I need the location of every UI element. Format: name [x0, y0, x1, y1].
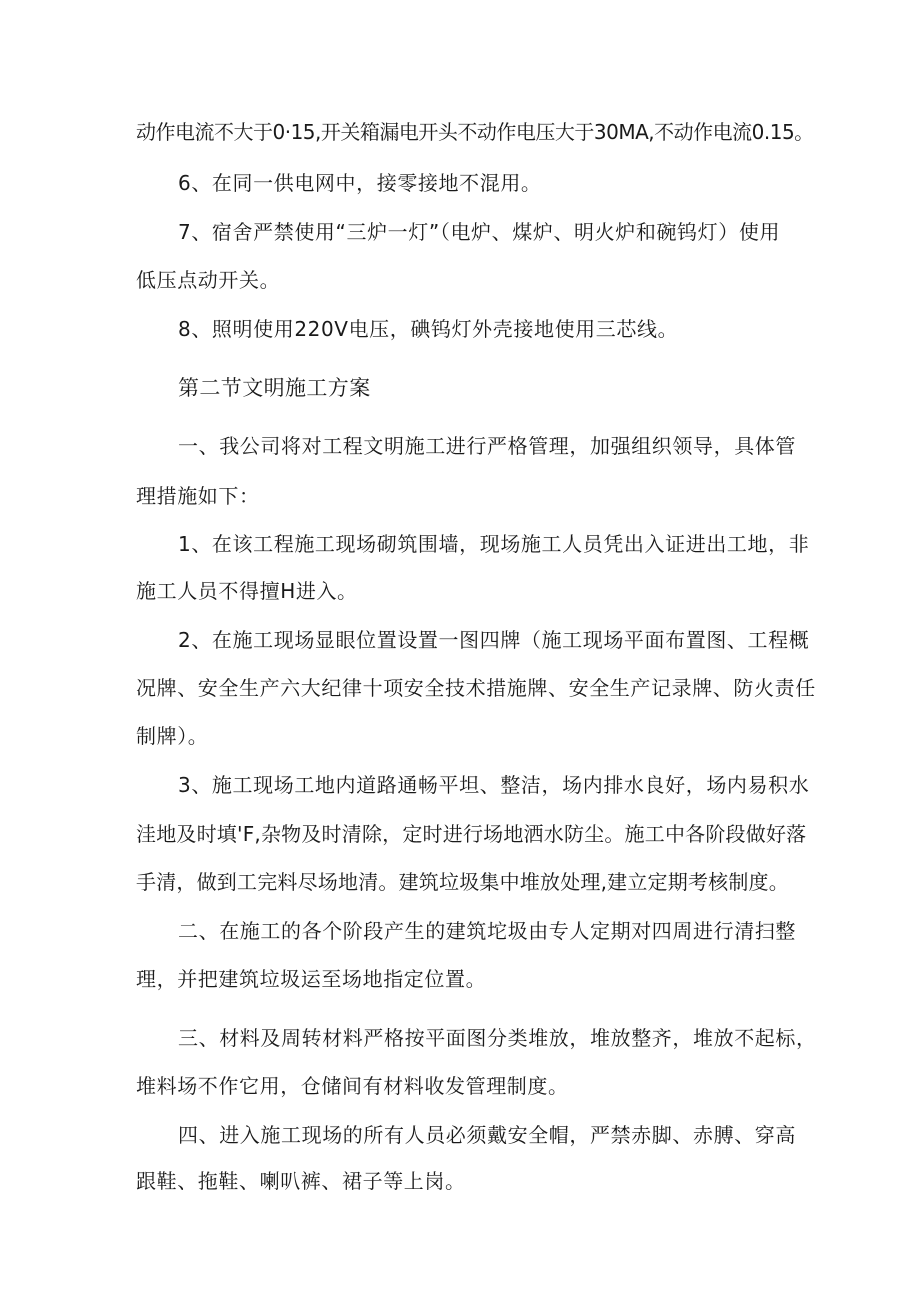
text-line-part-3-cont: 堆料场不作它用，仓储间有材料收发管理制度。: [136, 1074, 569, 1098]
text-line-measure-2-cont: 况牌、安全生产六大纪律十项安全技术措施牌、安全生产记录牌、防火责任: [136, 676, 816, 700]
text-line-measure-1: 1、在该工程施工现场砌筑围墙，现场施工人员凭出入证进出工地，非: [178, 532, 810, 556]
text-line-part-2: 二、在施工的各个阶段产生的建筑坨圾由专人定期对四周进行清扫整: [178, 919, 796, 943]
text-line-measure-2: 2、在施工现场显眼位置设置一图四牌（施工现场平面布置图、工程概: [178, 628, 810, 652]
text-line-item-8: 8、照明使用220V电压，碘钨灯外壳接地使用三芯线。: [178, 317, 679, 341]
text-line-measure-3-cont: 洼地及时填'F,杂物及时清除，定时进行场地洒水防尘。施工中各阶段做好落: [136, 822, 807, 846]
text-line-part-1-cont: 理措施如下：: [136, 484, 260, 508]
text-line-measure-2-cont: 制牌）。: [136, 724, 209, 748]
text-line-part-2-cont: 理，并把建筑垃圾运至场地指定位置。: [136, 967, 487, 991]
text-line-part-4: 四、进入施工现场的所有人员必须戴安全帽，严禁赤脚、赤膊、穿高: [178, 1123, 796, 1147]
text-line-measure-3: 3、施工现场工地内道路通畅平坦、整洁，场内排水良好，场内易积水: [178, 773, 810, 797]
section-heading: 第二节文明施工方案: [178, 376, 371, 400]
text-line-part-3: 三、材料及周转材料严格按平面图分类堆放，堆放整齐，堆放不起标，: [178, 1026, 817, 1050]
text-line-part-1: 一、我公司将对工程文明施工进行严格管理，加强组织领导，具体管: [178, 434, 796, 458]
text-line-item-6: 6、在同一供电网中，接零接地不混用。: [178, 171, 542, 195]
text-line-part-4-cont: 跟鞋、拖鞋、喇叭裤、裙子等上岗。: [136, 1169, 466, 1193]
text-line-item-7-cont: 低压点动开关。: [136, 268, 281, 292]
text-line-continuation: 动作电流不大于0·15,开关箱漏电开头不动作电压大于30MA,不动作电流0.15。: [136, 120, 814, 144]
text-line-measure-3-cont: 手清，做到工完料尽场地清。建筑垃圾集中堆放处理,建立定期考核制度。: [136, 870, 789, 894]
text-line-item-7: 7、宿舍严禁使用“三炉一灯”（电炉、煤炉、明火炉和碗钨灯）使用: [178, 220, 781, 244]
text-line-measure-1-cont: 施工人员不得擅H进入。: [136, 579, 358, 603]
